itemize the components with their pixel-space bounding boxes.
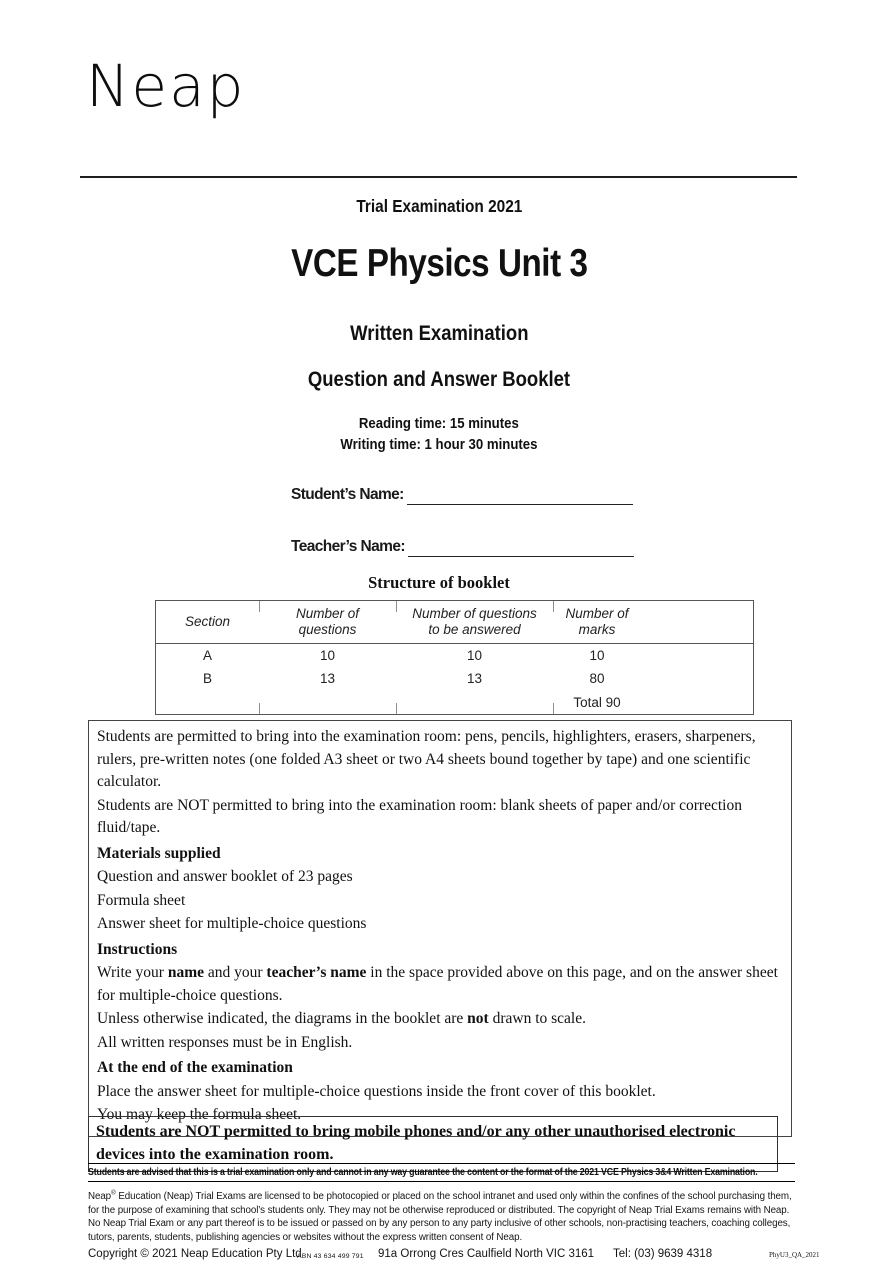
copyright-note: Neap® Education (Neap) Trial Exams are licensed to be photocopied or placed on the school intranet and used only within the confines of the school purchasing them, for the purpose of examining that school’s students only. They may not be otherwise reproduced or distributed. The copyright of Neap Trial Exams remains with Neap. No Neap Trial Exam or any part thereof is to be issued or passed on by any person to any party inclusive of other schools, non-practising teachers, coaching colleges, tutors, parents, students, publishing agencies or websites without the express written consent of Neap. xyxy=(88,1189,792,1243)
table-row: B 13 13 80 xyxy=(202,671,605,686)
col-header-num-marks: Number of marks xyxy=(565,606,629,637)
booklet-type: Question and Answer Booklet xyxy=(307,368,571,391)
rules-paragraph: Unless otherwise indicated, the diagrams in the booklet are not drawn to scale. xyxy=(97,1010,586,1027)
footer-abn: ABN 43 634 499 791 xyxy=(297,1253,364,1260)
col-header-section: Section xyxy=(184,614,231,629)
neap-logo: Neap xyxy=(86,52,246,120)
column-divider-tick xyxy=(259,601,260,612)
table-total-row xyxy=(156,690,753,714)
rules-paragraph: Students are permitted to bring into the examination room: pens, pencils, highlighters, erasers, sharpeners, rulers, pre-written notes (one folded A3 sheet or two A4 sheets bound together by tape) and one scientific calculator. xyxy=(97,728,756,790)
rules-paragraph: Place the answer sheet for multiple-choice questions inside the front cover of this booklet. xyxy=(97,1082,656,1100)
exam-series: Trial Examination 2021 xyxy=(355,196,523,216)
footer-doc-code: PhyU3_QA_2021 xyxy=(769,1251,820,1259)
writing-time: Writing time: 1 hour 30 minutes xyxy=(340,436,538,453)
rules-paragraph: Question and answer booklet of 23 pages xyxy=(97,868,353,885)
column-divider-tick xyxy=(396,601,397,612)
rules-paragraph: Formula sheet xyxy=(97,891,186,909)
rules-paragraph: Answer sheet for multiple-choice questions xyxy=(97,915,367,932)
teacher-name-line xyxy=(408,539,634,557)
rules-paragraph: All written responses must be in English. xyxy=(97,1033,353,1051)
student-name-row xyxy=(291,486,633,505)
table-row: A 10 10 10 xyxy=(202,648,605,663)
rules-paragraph: You may keep the formula sheet. xyxy=(97,1106,302,1123)
registered-trademark-symbol: ® xyxy=(111,1189,116,1197)
table-caption: Structure of booklet xyxy=(368,573,510,592)
rules-heading: Instructions xyxy=(97,940,178,958)
footer-telephone: Tel: (03) 9639 4318 xyxy=(613,1248,713,1260)
rules-paragraph: Students are NOT permitted to bring into the examination room: blank sheets of paper and/or correction fluid/tape. xyxy=(97,796,742,836)
student-name-line xyxy=(407,487,633,505)
column-divider-tick xyxy=(396,703,397,714)
exam-title: VCE Physics Unit 3 xyxy=(290,242,588,285)
rules-heading: Materials supplied xyxy=(97,844,221,862)
header-divider xyxy=(80,176,797,178)
student-name-label: Student’s Name: xyxy=(291,486,404,503)
structure-table xyxy=(155,600,754,715)
col-header-spacer xyxy=(641,601,753,643)
col-header-num-questions: Number of questions xyxy=(295,606,360,637)
column-divider-tick xyxy=(259,703,260,714)
teacher-name-label: Teacher’s Name: xyxy=(291,538,405,555)
column-divider-tick xyxy=(553,703,554,714)
table-header-row xyxy=(156,601,753,644)
advisory-note: Students are advised that this is a trial examination only and cannot in any way guarantee the content or the format of the 2021 VCE Physics 3&4 Written Examination. xyxy=(88,1163,795,1182)
table-total: Total 90 xyxy=(573,694,621,710)
reading-time: Reading time: 15 minutes xyxy=(359,415,519,432)
warning-box: Students are NOT permitted to bring mobile phones and/or any other unauthorised electronic devices into the examination room. xyxy=(88,1116,778,1172)
exam-subtitle: Written Examination xyxy=(349,322,529,345)
footer-copyright: Copyright © 2021 Neap Education Pty Ltd xyxy=(88,1248,302,1260)
col-header-num-answered: Number of questions to be answered xyxy=(412,606,537,637)
column-divider-tick xyxy=(553,601,554,612)
rules-heading: At the end of the examination xyxy=(97,1059,293,1076)
rules-paragraph: Write your name and your teacher’s name in the space provided above on this page, and on the answer sheet for multiple-choice questions. xyxy=(97,964,778,1004)
teacher-name-row xyxy=(291,538,634,557)
footer-address: 91a Orrong Cres Caulfield North VIC 3161 xyxy=(378,1248,595,1260)
exam-rules-box xyxy=(88,720,792,1137)
